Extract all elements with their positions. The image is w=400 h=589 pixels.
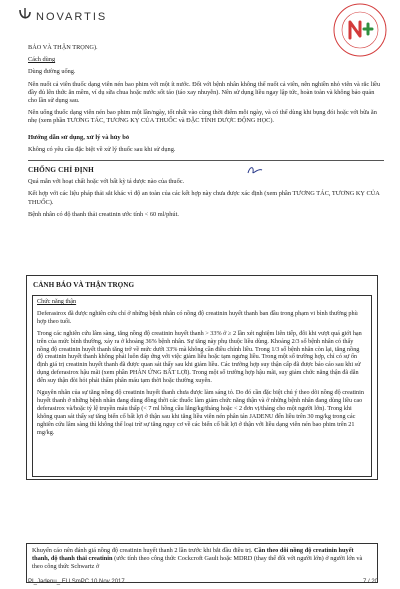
contra-p3: Bệnh nhân có độ thanh thải creatinin ước tính < 60 ml/phút. [28,210,179,218]
section-divider [28,160,384,161]
usage-line: Dùng đường uống. [28,68,76,76]
warnings-p3: Nguyên nhân của sự tăng nồng độ creatinin huyết thanh chưa được làm sáng tỏ. Do đó cần đặc biệt chú ý theo dõi nồng độ creatinin huyết thanh ở những bệnh nhân đang dùng đồng thời các thuốc làm giảm chức năng thận và ở những bệnh nhân đang dùng liều cao deferasirox và/hoặc tỷ lệ truyền máu thấp (< 7 ml hồng cầu lắng/kg/tháng hoặc < 2 đơn vị/tháng cho một người lớn). Trong khi không quan sát thấy sự tăng biến cố bất lợi ở thận sau khi tăng liều viên nén phân tán JADENU đến liều trên 30 mg/kg trong các nghiên cứu lâm sàng thì không thể loại trừ sự tăng nguy cơ về các biến cố bất lợi ở thận với liều dạng viên nén bao phim trên 21 mg/kg. [37,389,364,436]
heading-tail: BẢO VÀ THẬN TRỌNG). [28,44,98,51]
note-text-1: Khuyến cáo nên đánh giá nồng độ creatinin huyết thanh 2 lần trước khi bắt đầu điều trị. [32,547,254,554]
note-text-2: (ước tính theo công thức Cockcroft Gault hoặc MDRD (thay thế đối với người lớn) ở người lớn và theo công thức Schwartz ở [32,555,363,570]
usage-title: Cách dùng [28,56,56,64]
warnings-p2: Trong các nghiên cứu lâm sàng, tăng nồng độ creatinin huyết thanh > 33% ở ≥ 2 lần xét nghiệm liên tiếp, đôi khi vượt quá giới hạn trên của mức bình thường, xảy ra ở khoảng 36% bệnh nhân. Sự tăng này phụ thuộc liều dùng. Khoảng 2/3 số bệnh nhân có thấy nồng độ creatinin huyết thanh tăng trở về mức dưới 33% mà không cần điều chỉnh liều. Trong 1/3 số bệnh nhân còn lại, tăng nồng độ creatinin huyết thanh không phải luôn đáp ứng với việc giảm liều hoặc tạm ngưng liều. Trong một số trường hợp, chỉ có sự ổn định giá trị creatinin huyết thanh đã được quan sát thấy sau khi giảm liều. Các trường hợp suy thận cấp đã được báo cáo sau khi sử dụng deferasirox hậu mãi (xem phần PHẢN ỨNG BẤT LỢI). Trong một số trường hợp hậu mãi, suy giảm chức năng thận đã dẫn đến suy thận đòi hỏi phải thẩm phân máu tạm thời hoặc thường xuyên. [37,329,362,385]
usage-paragraph-2: Nên uống thuốc dạng viên nén bao phim một lần/ngày, tốt nhất vào cùng thời điểm mỗi ngày, và có thể dùng khi bụng đói hoặc với bữa ăn nhẹ (xem phần TƯƠNG TÁC, TƯƠNG KỴ CỦA THUỐC và ĐẶC TÍNH DƯỢC ĐỘNG HỌC). [28,109,377,125]
contra-title: CHỐNG CHỈ ĐỊNH [28,166,94,175]
footer-doc-id: PI_Jadenu_ EU SmPC 10 Nov 2017 [28,579,125,585]
handwritten-initials [246,164,264,176]
header [18,8,107,26]
warnings-p1: Deferasirox đã được nghiên cứu chỉ ở những bệnh nhân có nồng độ creatinin huyết thanh ban đầu trong phạm vi bình thường phù hợp theo tuổi. [37,309,358,325]
document-body [28,44,384,223]
brand-name: NOVARTIS [36,11,108,23]
disposal-title: Hướng dẫn sử dụng, xử lý và hủy bỏ [28,133,130,141]
warnings-section [26,275,378,480]
contra-p1: Quá mẫn với hoạt chất hoặc với bất kỳ tá dược nào của thuốc. [28,178,185,186]
kidney-function-subtitle: Chức năng thận [37,298,77,305]
page-footer [28,579,378,585]
kidney-function-box [32,295,372,477]
usage-paragraph-1: Nên nuốt cả viên thuốc dạng viên nén bao phim với một ít nước. Đối với bệnh nhân không thể nuốt cả viên, nên nghiền nhỏ viên và rắc liều đầy đủ lên thức ăn mềm, ví dụ sữa chua hoặc nước sốt táo (táo xay nhuyễn). Nên sử dụng liều ngay lập tức, hoàn toàn và không bảo quản cho lần sử dụng sau. [28,80,381,105]
note-bold-text: Cần theo dõi nồng độ creatinin huyết thanh, độ thanh thải creatinin [32,547,354,562]
footer-page-number: 7 / 20 [362,579,378,585]
disposal-text: Không có yêu cầu đặc biệt về xử lý thuốc sau khi sử dụng. [28,145,176,153]
contra-p2: Kết hợp với các liệu pháp thải sắt khác vì độ an toàn của các kết hợp này chưa được xác định (xem phần TƯƠNG TÁC, TƯƠNG KỴ CỦA THUỐC). [28,190,380,206]
novartis-logo-icon [18,8,32,26]
warnings-title: CẢNH BÁO VÀ THẬN TRỌNG [33,281,135,289]
creatinine-note-box [26,543,378,583]
